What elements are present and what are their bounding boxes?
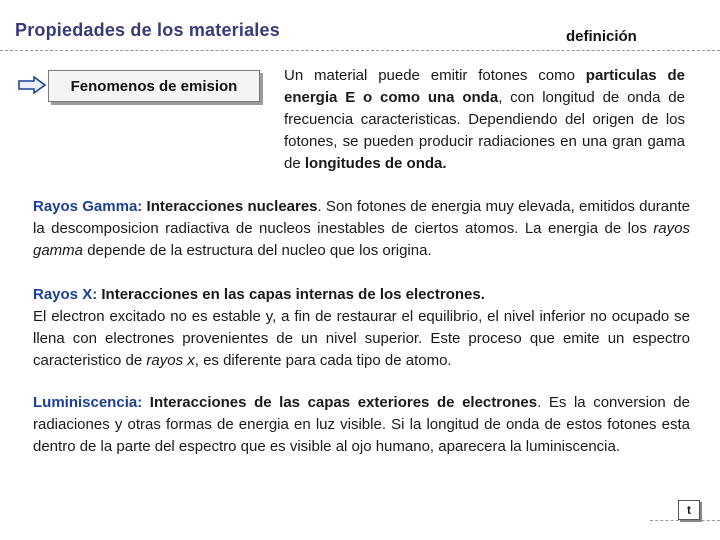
section-body: , es diferente para cada tipo de atomo. [194,352,452,369]
footer-divider [650,520,720,521]
section-heading: Interacciones de las capas exteriores de electrones [142,394,538,411]
section-body: . Son fotones de energia muy elevada, emitidos durante la descomposicion radiactiva de nucleos inestables de ciertos atomos. La energia de los [33,198,691,237]
intro-paragraph [284,65,685,175]
intro-text-4: longitudes de onda. [304,155,447,172]
header-divider [0,50,720,51]
section-subtitle: definición [566,28,637,45]
intro-text-1: Un material puede emitir fotones como [284,67,586,84]
intro-text-2: particulas de energia E o como una onda [284,67,685,106]
section-heading: Interacciones en las capas internas de los electrones. [97,286,485,303]
section-italic: rayos gamma [33,220,690,259]
luminescence-paragraph [33,392,690,458]
concept-label-box [48,70,260,102]
page-title: Propiedades de los materiales [15,20,280,40]
section-term: Rayos Gamma: [33,198,143,215]
concept-label: Fenomenos de emision [70,77,238,95]
section-body: . Es la conversion de radiaciones y otras formas de energia en luz visible. Si la longitud de onda de estos fotones esta dentro de la parte del espectro que es visible al ojo humano, aparecera la luminiscencia. [33,394,690,455]
section-term: Rayos X: [33,286,98,303]
section-body: El electron excitado no es estable y, a fin de restaurar el equilibrio, el nivel inferior no ocupado se llena con electrones provenientes de un nivel superior. Este proceso que emite un espectro caracteristico de [33,308,690,369]
section-heading: Interacciones nucleares [142,198,318,215]
gamma-rays-paragraph [33,196,690,262]
section-body: depende de la estructura del nucleo que los origina. [83,242,432,259]
section-term: Luminiscencia: [33,394,143,411]
intro-text-3: , con longitud de onda de frecuencia caracteristicas. Dependiendo del origen de los fotones, se pueden producir radiaciones en una gran gama de [284,89,685,172]
slide-badge[interactable]: t [678,500,700,520]
arrow-right-icon [18,76,46,94]
section-italic: rayos x [146,352,195,369]
x-rays-paragraph [33,284,690,372]
